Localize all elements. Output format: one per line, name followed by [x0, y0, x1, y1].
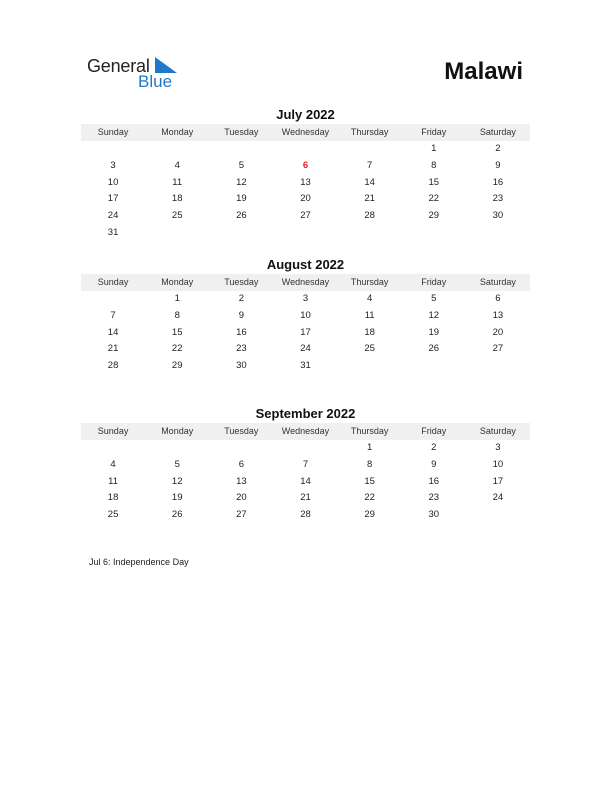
- week-row: [81, 141, 530, 158]
- day-cell: 7: [110, 309, 116, 321]
- day-cell: 13: [300, 176, 311, 188]
- day-cell: 28: [107, 360, 119, 372]
- week-row: [81, 308, 530, 325]
- day-cell: 29: [364, 509, 375, 521]
- day-cell: 8: [174, 309, 180, 321]
- day-cell: 23: [492, 193, 504, 205]
- weekday-label: Friday: [421, 277, 447, 287]
- day-cell: 2: [495, 143, 501, 154]
- day-cell: 4: [366, 293, 373, 304]
- day-cell: 6: [302, 159, 309, 171]
- day-cell: 16: [236, 326, 247, 338]
- empty-day-cell: [466, 358, 530, 375]
- day-cell: 23: [236, 343, 247, 355]
- day-cell: 21: [364, 193, 375, 205]
- weekday-label: Thursday: [350, 277, 389, 287]
- day-cell: 6: [238, 458, 244, 470]
- day-cell: 10: [300, 309, 311, 321]
- day-cell: 10: [492, 458, 504, 470]
- month-title: August 2022: [266, 257, 345, 272]
- week-row: [81, 457, 530, 474]
- day-cell: 15: [428, 176, 440, 188]
- logo-text-general: General: [87, 56, 150, 76]
- day-cell: 28: [300, 509, 311, 521]
- weekday-label: Thursday: [350, 127, 389, 137]
- empty-day-cell: [273, 225, 337, 242]
- month-calendar: [81, 405, 530, 524]
- day-cell: 5: [238, 159, 244, 171]
- day-cell: 29: [171, 360, 183, 372]
- week-row: [81, 191, 530, 208]
- weekday-label: Saturday: [479, 277, 516, 287]
- empty-day-cell: [338, 141, 402, 158]
- day-cell: 8: [431, 159, 437, 171]
- day-cell: 12: [171, 475, 183, 487]
- day-cell: 26: [171, 509, 183, 521]
- empty-day-cell: [145, 225, 209, 242]
- day-cell: 12: [236, 176, 247, 188]
- day-cell: 3: [495, 442, 501, 453]
- day-cell: 19: [236, 193, 247, 205]
- weekday-label: Tuesday: [224, 426, 259, 436]
- weekday-label: Saturday: [479, 426, 516, 436]
- day-cell: 24: [300, 343, 311, 355]
- day-cell: 8: [366, 458, 373, 470]
- empty-day-cell: [402, 225, 466, 242]
- week-row: [81, 225, 530, 242]
- day-cell: 7: [366, 159, 373, 171]
- empty-day-cell: [402, 358, 466, 375]
- day-cell: 4: [174, 159, 180, 171]
- country-title: Malawi: [444, 58, 523, 85]
- day-cell: 14: [300, 475, 311, 487]
- day-cell: 17: [107, 193, 119, 205]
- day-cell: 1: [431, 143, 437, 154]
- day-cell: 14: [107, 326, 119, 338]
- week-row: [81, 507, 530, 524]
- day-cell: 25: [364, 343, 375, 355]
- day-cell: 17: [300, 326, 311, 338]
- empty-day-cell: [209, 141, 273, 158]
- week-row: [81, 325, 530, 342]
- empty-day-cell: [338, 225, 402, 242]
- day-cell: 1: [174, 293, 180, 304]
- weekday-label: Sunday: [97, 277, 129, 287]
- month-title: July 2022: [276, 107, 335, 122]
- day-cell: 5: [174, 458, 180, 470]
- empty-day-cell: [209, 440, 273, 457]
- empty-day-cell: [273, 440, 337, 457]
- day-cell: 20: [236, 492, 247, 504]
- logo-text-blue: Blue: [138, 72, 173, 91]
- weekday-label: Tuesday: [224, 277, 259, 287]
- weekday-label: Sunday: [97, 127, 129, 137]
- day-cell: 2: [431, 442, 437, 453]
- week-row: [81, 175, 530, 192]
- empty-day-cell: [145, 141, 209, 158]
- day-cell: 4: [110, 458, 116, 470]
- day-cell: 9: [238, 309, 244, 321]
- week-row: [81, 291, 530, 308]
- day-cell: 9: [431, 458, 437, 470]
- week-row: [81, 490, 530, 507]
- weekday-header-row: [81, 124, 530, 141]
- holiday-note: Jul 6: Independence Day: [89, 557, 189, 567]
- day-cell: 2: [238, 293, 244, 304]
- weekday-label: Monday: [161, 277, 194, 287]
- weekday-label: Friday: [421, 426, 447, 436]
- weekday-label: Thursday: [350, 426, 389, 436]
- empty-day-cell: [145, 440, 209, 457]
- month-calendar: [81, 256, 530, 375]
- day-cell: 1: [366, 442, 373, 453]
- day-cell: 10: [107, 176, 119, 188]
- generalblue-logo: [87, 56, 197, 92]
- day-cell: 20: [300, 193, 311, 205]
- day-cell: 3: [110, 159, 116, 171]
- weekday-label: Tuesday: [224, 127, 259, 137]
- day-cell: 26: [236, 210, 247, 222]
- day-cell: 12: [428, 309, 440, 321]
- day-cell: 16: [492, 176, 504, 188]
- day-cell: 27: [236, 509, 247, 521]
- day-cell: 30: [492, 210, 504, 222]
- day-cell: 22: [428, 193, 440, 205]
- day-cell: 18: [364, 326, 375, 338]
- day-cell: 17: [492, 475, 504, 487]
- empty-day-cell: [81, 291, 145, 308]
- empty-day-cell: [81, 141, 145, 158]
- day-cell: 23: [428, 492, 440, 504]
- day-cell: 26: [428, 343, 440, 355]
- day-cell: 5: [431, 293, 437, 304]
- weekday-header-row: [81, 274, 530, 291]
- day-cell: 11: [364, 309, 375, 321]
- day-cell: 3: [302, 293, 309, 304]
- day-cell: 18: [107, 492, 119, 504]
- day-cell: 22: [171, 343, 183, 355]
- week-row: [81, 440, 530, 457]
- day-cell: 30: [236, 360, 247, 372]
- weekday-label: Friday: [421, 127, 447, 137]
- week-row: [81, 208, 530, 225]
- day-cell: 27: [492, 343, 504, 355]
- day-cell: 15: [171, 326, 183, 338]
- weekday-label: Wednesday: [281, 426, 330, 436]
- day-cell: 11: [108, 475, 118, 487]
- day-cell: 24: [492, 492, 504, 504]
- day-cell: 25: [107, 509, 119, 521]
- weekday-label: Wednesday: [281, 127, 330, 137]
- empty-day-cell: [338, 358, 402, 375]
- day-cell: 13: [236, 475, 247, 487]
- logo-triangle-icon: [155, 57, 177, 73]
- day-cell: 11: [172, 176, 183, 188]
- weekday-label: Monday: [161, 127, 194, 137]
- day-cell: 14: [364, 176, 375, 188]
- day-cell: 28: [364, 210, 375, 222]
- day-cell: 19: [428, 326, 440, 338]
- week-row: [81, 341, 530, 358]
- empty-day-cell: [466, 225, 530, 242]
- day-cell: 22: [364, 492, 375, 504]
- day-cell: 19: [171, 492, 183, 504]
- day-cell: 31: [300, 360, 311, 372]
- day-cell: 30: [428, 509, 440, 521]
- day-cell: 24: [107, 210, 119, 222]
- day-cell: 18: [171, 193, 183, 205]
- weekday-header-row: [81, 423, 530, 440]
- empty-day-cell: [273, 141, 337, 158]
- day-cell: 13: [492, 309, 504, 321]
- day-cell: 25: [171, 210, 183, 222]
- weekday-label: Saturday: [479, 127, 516, 137]
- week-row: [81, 474, 530, 491]
- empty-day-cell: [466, 507, 530, 524]
- weekday-label: Wednesday: [281, 277, 330, 287]
- day-cell: 21: [107, 343, 119, 355]
- weekday-label: Monday: [161, 426, 194, 436]
- day-cell: 7: [302, 458, 309, 470]
- empty-day-cell: [81, 440, 145, 457]
- month-calendar: [81, 106, 530, 242]
- week-row: [81, 358, 530, 375]
- weekday-label: Sunday: [97, 426, 129, 436]
- day-cell: 27: [300, 210, 311, 222]
- day-cell: 31: [107, 226, 119, 238]
- day-cell: 15: [364, 475, 375, 487]
- day-cell: 29: [428, 210, 440, 222]
- day-cell: 6: [495, 293, 501, 304]
- day-cell: 20: [492, 326, 504, 338]
- month-title: September 2022: [255, 406, 356, 421]
- week-row: [81, 158, 530, 175]
- day-cell: 21: [300, 492, 311, 504]
- empty-day-cell: [209, 225, 273, 242]
- day-cell: 9: [495, 159, 501, 171]
- holiday-notes: [89, 557, 189, 567]
- day-cell: 16: [428, 475, 440, 487]
